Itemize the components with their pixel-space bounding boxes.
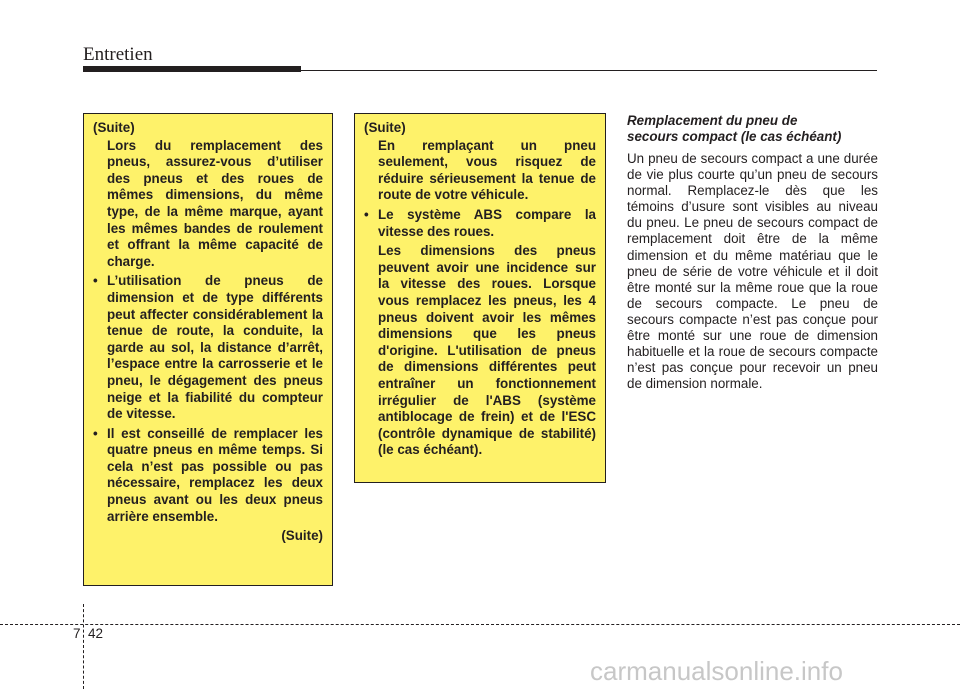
subheading-line-1: Remplacement du pneu de: [627, 113, 798, 128]
footer-dashed-divider: [83, 604, 84, 689]
chapter-number: 7: [73, 626, 81, 641]
header-accent-bar: [83, 66, 301, 72]
footer-dashed-rule: [0, 624, 960, 625]
warning-bullet: • Il est conseillé de remplacer les quatre pneus en même temps. Si cela n’est pas possible ou pas nécessaire, remplacez les deux pneus avant ou les deux pneus arrière ensemble.: [93, 426, 323, 526]
page-number: 42: [88, 626, 104, 641]
subheading-line-2: secours compact (le cas échéant): [627, 129, 842, 144]
warning-bullet-followup: Les dimensions des pneus peuvent avoir une incidence sur la vitesse des roues. Lorsque vous remplacez les pneus, les 4 pneus doivent avoir les mêmes dimensions que les pneus d'origine. L'utilisation de pneus de dimensions différentes peut entraîner un fonctionnement irrégulier de l'ABS (système antiblocage de frein) et de l'ESC (contrôle dynamique de stabilité) (le cas échéant).: [378, 243, 596, 458]
suite-label-top: (Suite): [93, 120, 135, 135]
warning-bullet: • Le système ABS compare la vitesse des roues.: [364, 207, 596, 240]
header-rule: [301, 70, 877, 71]
warning-paragraph: En remplaçant un pneu seulement, vous risquez de réduire sérieusement la tenue de route de votre véhicule.: [378, 137, 596, 203]
compact-spare-section: [627, 113, 878, 392]
suite-label-top: (Suite): [364, 120, 406, 135]
section-subheading: [627, 113, 878, 145]
suite-label-bottom: (Suite): [281, 528, 323, 544]
warning-paragraph: Lors du remplacement des pneus, assurez-vous d’utiliser des pneus et des roues de mêmes dimensions, du même type, de la même marque, ayant les mêmes bandes de roulement et offrant la même capacité de charge.: [107, 137, 323, 269]
watermark: carmanualsonline.info: [590, 656, 843, 686]
section-body-text: Un pneu de secours compact a une durée de vie plus courte qu’un pneu de secours normal. Remplacez-le dès que les témoins d’usure sont visibles au niveau du pneu. Le pneu de secours compact de remplacement doit être de la même dimension et du même matériau que le pneu de série de votre véhicule et il doit être monté sur la même roue que la roue de secours compacte. Le pneu de secours compacte n’est pas conçue pour être monté sur une roue de dimension habituelle et la roue de secours compacte n’est pas conçue pour recevoir un pneu de dimension normale.: [627, 151, 878, 392]
warning-bullet: • L’utilisation de pneus de dimension et de type différents peut affecter considérablement la tenue de route, la conduite, la garde au sol, la distance d’arrêt, l’espace entre la carrosserie et le pneu, le dégagement des pneus neige et la fiabilité du compteur de vitesse.: [93, 273, 323, 422]
warning-box-middle: [354, 113, 606, 483]
page-header-title: Entretien: [83, 44, 153, 65]
warning-box-left: [83, 113, 333, 586]
